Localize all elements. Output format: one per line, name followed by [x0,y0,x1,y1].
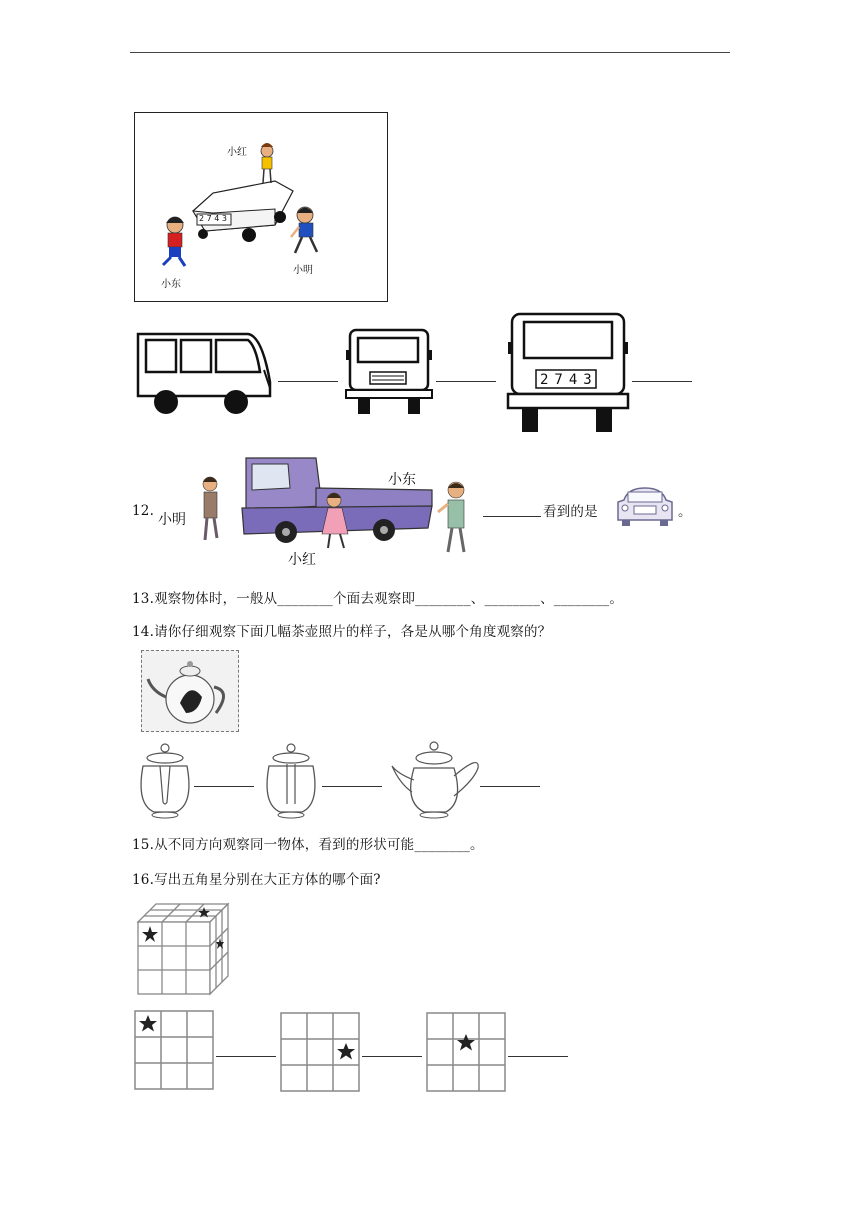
face-grid-3 [426,1012,506,1092]
plate-text: 2 7 4 3 [199,214,227,223]
q12-number: 12. [132,503,155,519]
teapot-back-view [262,742,320,820]
teapot-photo [141,650,239,732]
face-grid-2 [280,1012,360,1092]
q13-text: 13.观察物体时，一般从________个面去观察即________、________、________。 [132,591,624,607]
cube-image [136,902,232,998]
star-icon [139,1015,157,1032]
answer-blank-teapot-2[interactable] [322,786,382,787]
answer-blank-grid-1[interactable] [216,1056,276,1057]
plate-large-text: 2743 [540,372,598,388]
q12-seen-text: 看到的是 [543,504,598,520]
q12-label-xiaohong: 小红 [288,552,316,568]
star-icon [457,1034,475,1051]
car-scene-drawing [135,113,387,301]
answer-blank-grid-2[interactable] [362,1056,422,1057]
q14-text: 14.请你仔细观察下面几幅茶壶照片的样子，各是从哪个角度观察的？ [132,624,552,640]
bus-front-view [346,328,434,418]
teapot-side-view [388,740,482,820]
small-car-front-icon [614,486,676,530]
answer-blank-front[interactable] [436,381,496,382]
q16-text: 16.写出五角星分别在大正方体的哪个面? [132,872,381,888]
header-rule [130,52,730,53]
answer-blank-teapot-1[interactable] [194,786,254,787]
q12-end-mark: 。 [678,504,692,520]
q12-label-xiaodong: 小东 [388,472,416,488]
teapot-front-view [136,742,194,820]
q12-label-xiaoming: 小明 [158,512,186,528]
q12-answer-blank[interactable] [483,516,541,517]
answer-blank-grid-3[interactable] [508,1056,568,1057]
answer-blank-side[interactable] [278,381,338,382]
face-grid-1 [134,1010,214,1090]
label-xiaoming: 小明 [293,265,313,276]
q15-text: 15.从不同方向观察同一物体，看到的形状可能________。 [132,837,484,853]
star-icon [337,1043,355,1060]
answer-blank-back[interactable] [632,381,692,382]
car-scene-image [134,112,388,302]
truck-scene-image [196,448,480,568]
label-xiaodong: 小东 [161,279,181,290]
teapot-photo-drawing [142,651,238,731]
answer-blank-teapot-3[interactable] [480,786,540,787]
bus-side-view [136,330,276,422]
label-xiaohong: 小红 [227,147,247,158]
